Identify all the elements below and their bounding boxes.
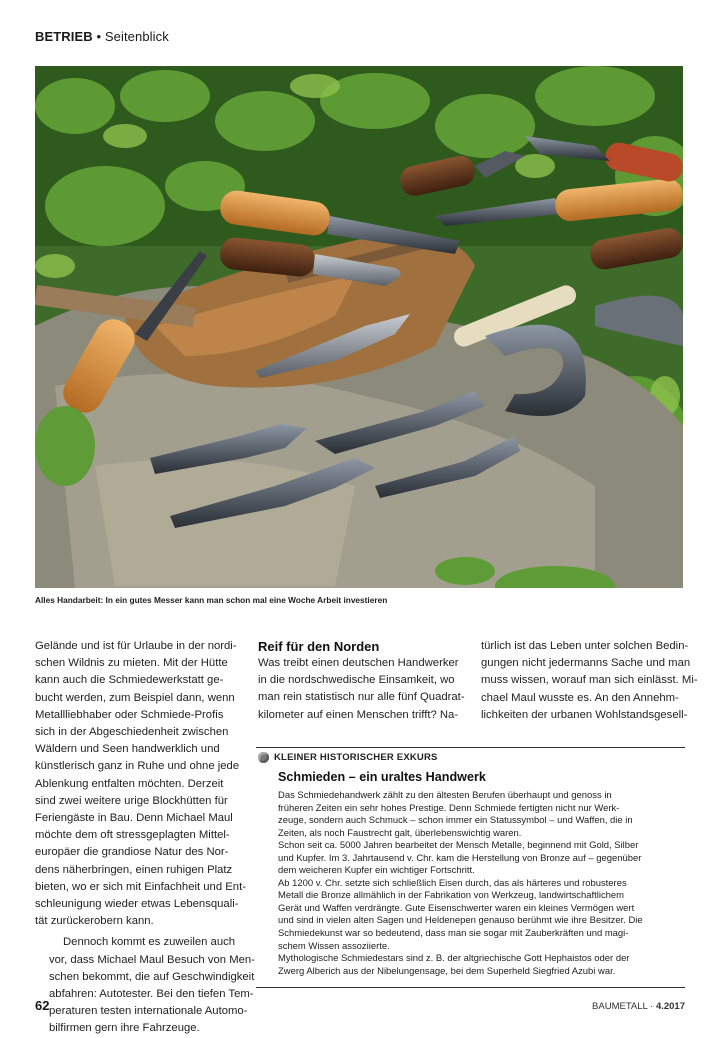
- knives-illustration: [35, 66, 683, 588]
- text-line: Gelände und ist für Urlaube in der nordi-: [35, 640, 237, 652]
- text-line: dens näherbringen, einen ruhigen Platz: [35, 863, 233, 876]
- text-line: Zeiten, als noch Faustrecht galt, überlebenswichtig waren.: [278, 827, 522, 839]
- text-line: Zwerg Alberich aus der Nibelungensage, bei dem Superheld Siegfried Azubi war.: [278, 965, 616, 977]
- text-line: Metallliebhaber oder Schmiede-Profis: [35, 708, 224, 721]
- text-line: muss wissen, worauf man sich einlässt. Mi-: [481, 674, 698, 687]
- box-body: [278, 790, 683, 978]
- magazine-name: BAUMETALL: [592, 1001, 648, 1012]
- text-line: Ab 1200 v. Chr. setzte sich schließlich Eisen durch, das als härteres und robusteres: [278, 877, 627, 889]
- text-line: schem Wissen assoziierte.: [278, 940, 390, 952]
- box-title: Schmieden – ein uraltes Handwerk: [278, 770, 486, 784]
- text-line: türlich ist das Leben unter solchen Bedin-: [481, 640, 689, 652]
- text-line: möchte dem oft stressgeplagten Mittel-: [35, 829, 230, 842]
- subheading: Reif für den Norden: [258, 639, 380, 654]
- section-name: BETRIEB: [35, 29, 93, 44]
- text-line: tät zurückerobern kann.: [35, 915, 154, 928]
- box-label: [258, 752, 438, 763]
- text-line: bilfirmen gern ihre Fahrzeuge.: [49, 1022, 200, 1035]
- text-line: Feriengäste in Bau. Denn Michael Maul: [35, 812, 233, 825]
- text-line: Metall die Bronze allmählich in der Fabrikation von Werkzeug, landwirtschaftlichem: [278, 890, 625, 902]
- magazine-footer: [592, 1001, 685, 1012]
- section-header: [35, 29, 169, 44]
- text-line: kann auch die Schmiedewerkstatt ge-: [35, 674, 224, 687]
- header-separator: •: [96, 29, 102, 44]
- bullet-dot-icon: [258, 752, 269, 763]
- knives-photo: [35, 66, 683, 588]
- text-line: gungen nicht jedermanns Sache und man: [481, 657, 691, 670]
- text-line: Mythologische Schmiedestars sind z. B. der altgriechische Gott Hephaistos oder der: [278, 953, 630, 965]
- text-line: künstlerisch ganz in Ruhe und ohne jede: [35, 760, 240, 773]
- text-line: bucht werden, zum Beispiel dann, wenn: [35, 691, 235, 704]
- text-line: vor, dass Michael Maul Besuch von Men-: [49, 953, 255, 966]
- text-line: sich in der Abgeschiedenheit zwischen: [35, 726, 229, 739]
- text-line: zeuge, sondern auch Schmuck – schon immer ein Statussymbol – und Waffen, die in: [278, 815, 633, 827]
- text-line: Gerät und Waffen verdrängte. Gute Eisenschwerter waren ein kleines Vermögen wert: [278, 902, 635, 914]
- page-number: 62: [35, 998, 50, 1013]
- text-line: europäer die grandiose Natur des Nor-: [35, 846, 229, 859]
- text-line: chael Maul wusste es. An den Annehm-: [481, 691, 679, 704]
- article-column-3: [481, 638, 698, 724]
- text-line: schleunigung wieder etwas Lebensquali-: [35, 898, 239, 911]
- text-line: schen Wildnis zu mieten. Mit der Hütte: [35, 657, 228, 670]
- text-line: lichkeiten der urbanen Wohlstandsgesell-: [481, 708, 688, 721]
- article-paragraph: [35, 638, 246, 930]
- text-line: man rein statistisch nur alle fünf Quadrat-: [258, 691, 465, 704]
- photo-caption: Alles Handarbeit: In ein gutes Messer kann man schon mal eine Woche Arbeit investieren: [35, 595, 388, 605]
- text-line: früheren Zeiten ein sehr hohes Prestige. Denn Schmiede fertigten nicht nur Werk-: [278, 802, 620, 814]
- subsection-name: Seitenblick: [104, 29, 169, 44]
- box-label-text: KLEINER HISTORISCHER EXKURS: [274, 752, 438, 763]
- text-line: sind zwei weitere urige Blockhütten für: [35, 794, 228, 807]
- text-line: Schmiedekunst war so bedeutend, dass man sie sogar mit Zauberkräften und magi-: [278, 928, 629, 940]
- text-line: abfahren: Autotester. Bei den tiefen Tem-: [49, 988, 254, 1001]
- text-line: Wäldern und Seen handwerklich und: [35, 743, 220, 756]
- text-line: und Kupfer. Im 3. Jahrtausend v. Chr. kam die Herstellung von Bronze auf – gegenüber: [278, 852, 642, 864]
- article-paragraph: [35, 934, 255, 1037]
- text-line: Das Schmiedehandwerk zählt zu den ältesten Berufen überhaupt und genoss in: [278, 790, 612, 801]
- article-column-1: [35, 638, 255, 1038]
- text-line: bieten, wo er sich mit Einfachheit und Ent-: [35, 880, 246, 893]
- text-line: Dennoch kommt es zuweilen auch: [63, 936, 236, 949]
- text-line: in die nordschwedische Einsamkeit, wo: [258, 674, 455, 687]
- article-paragraph: [481, 638, 698, 724]
- article-column-2: [258, 638, 463, 724]
- text-line: und sind in vielen alten Sagen und Heldenepen genauso berühmt wie ihre Besitzer. Die: [278, 915, 643, 927]
- text-line: schen bekommt, die auf Geschwindigkeit: [49, 970, 255, 983]
- text-line: peraturen testen internationale Automo-: [49, 1005, 248, 1018]
- text-line: kilometer auf einen Menschen trifft? Na-: [258, 708, 459, 721]
- footer-separator: ·: [650, 1001, 654, 1012]
- text-line: Was treibt einen deutschen Handwerker: [258, 657, 459, 669]
- text-line: Schon seit ca. 5000 Jahren bearbeitet der Mensch Metalle, beginnend mit Gold, Silber: [278, 840, 639, 852]
- box-top-rule: [256, 747, 685, 748]
- text-line: Ablenkung entfalten möchten. Derzeit: [35, 777, 224, 790]
- box-bottom-rule: [256, 987, 685, 988]
- issue-number: 4.2017: [655, 1001, 685, 1012]
- article-paragraph: [258, 655, 463, 724]
- text-line: dem weicheren Kupfer ein wichtiger Fortschritt.: [278, 865, 475, 877]
